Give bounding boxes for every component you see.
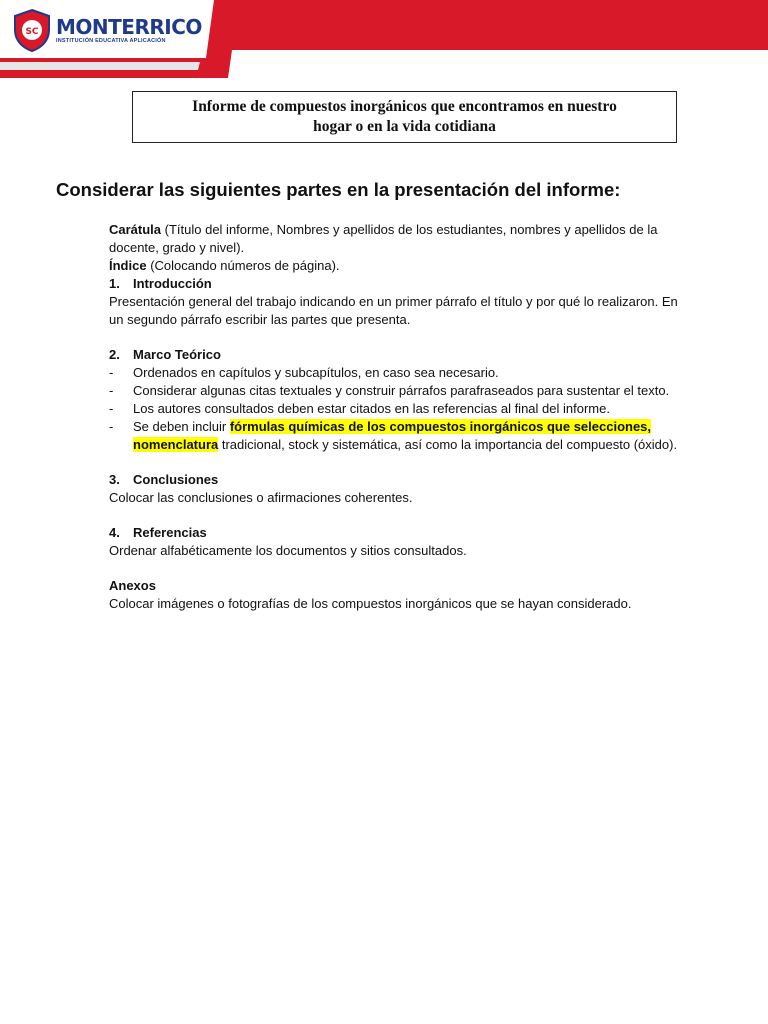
report-title-box: [132, 91, 677, 143]
section-text: Colocar las conclusiones o afirmaciones coherentes.: [109, 490, 413, 505]
section-conclusiones: [109, 471, 689, 507]
section-title: Anexos: [109, 578, 156, 593]
highlighted-text: fórmulas químicas de los compuestos inorgánicos que selecciones, nomenclatura: [133, 419, 652, 452]
dash-bullet: -: [109, 419, 114, 434]
section-number: 1.: [109, 276, 120, 291]
section-number: 3.: [109, 472, 120, 487]
caratula-text: (Título del informe, Nombres y apellidos de los estudiantes, nombres y apellidos de la docente, grado y nivel).: [109, 222, 658, 255]
instructions-body: [109, 221, 689, 613]
section-title: [109, 346, 689, 364]
indice-text: (Colocando números de página).: [146, 258, 340, 273]
section-number: 2.: [109, 347, 120, 362]
list-item-text: Los autores consultados deben estar citados en las referencias al final del informe.: [133, 401, 610, 416]
section-introduccion: [109, 275, 689, 329]
banner-gray-band: [0, 62, 200, 70]
section-title: [109, 275, 689, 293]
indice-paragraph: [109, 257, 689, 275]
list-item: [109, 400, 689, 418]
section-title-text: Introducción: [133, 276, 212, 291]
report-title-line-2: hogar o en la vida cotidiana: [313, 118, 496, 135]
report-title-line-1: Informe de compuestos inorgánicos que encontramos en nuestro: [192, 98, 617, 115]
caratula-paragraph: [109, 221, 689, 257]
list-item-text: Considerar algunas citas textuales y construir párrafos parafraseados para sustentar el texto.: [133, 383, 670, 398]
section-text: Presentación general del trabajo indicando en un primer párrafo el título y por qué lo realizaron. En un segundo párrafo escribir las partes que presenta.: [109, 294, 678, 327]
list-item: [109, 364, 689, 382]
dash-bullet: -: [109, 383, 114, 398]
caratula-label: Carátula: [109, 222, 162, 237]
header-banner: [0, 0, 768, 78]
crest-text: SC: [25, 27, 39, 37]
dash-bullet: -: [109, 401, 114, 416]
section-marco-teorico: [109, 346, 689, 454]
list-item-text: Ordenados en capítulos y subcapítulos, en caso sea necesario.: [133, 365, 499, 380]
indice-label: Índice: [109, 258, 147, 273]
section-text: Ordenar alfabéticamente los documentos y sitios consultados.: [109, 543, 467, 558]
page-heading: Considerar las siguientes partes en la presentación del informe:: [56, 179, 621, 200]
list-item-text-suffix: tradicional, stock y sistemática, así como la importancia del compuesto (óxido).: [218, 437, 678, 452]
section-title: [109, 471, 689, 489]
section-number: 4.: [109, 525, 120, 540]
school-crest-icon: [12, 8, 52, 52]
marco-list: [109, 364, 689, 454]
section-text: Colocar imágenes o fotografías de los compuestos inorgánicos que se hayan considerado.: [109, 596, 632, 611]
section-title: [109, 524, 689, 542]
school-logo-name: MONTERRICO: [56, 15, 202, 39]
list-item: [109, 418, 689, 454]
section-referencias: [109, 524, 689, 560]
school-logo-subtitle: INSTITUCIÓN EDUCATIVA APLICACIÓN: [56, 38, 166, 44]
list-item-text-prefix: Se deben incluir: [133, 419, 230, 434]
section-title-text: Conclusiones: [133, 472, 219, 487]
section-anexos: [109, 577, 689, 613]
section-title-text: Referencias: [133, 525, 207, 540]
dash-bullet: -: [109, 365, 114, 380]
list-item: [109, 382, 689, 400]
section-title-text: Marco Teórico: [133, 347, 221, 362]
